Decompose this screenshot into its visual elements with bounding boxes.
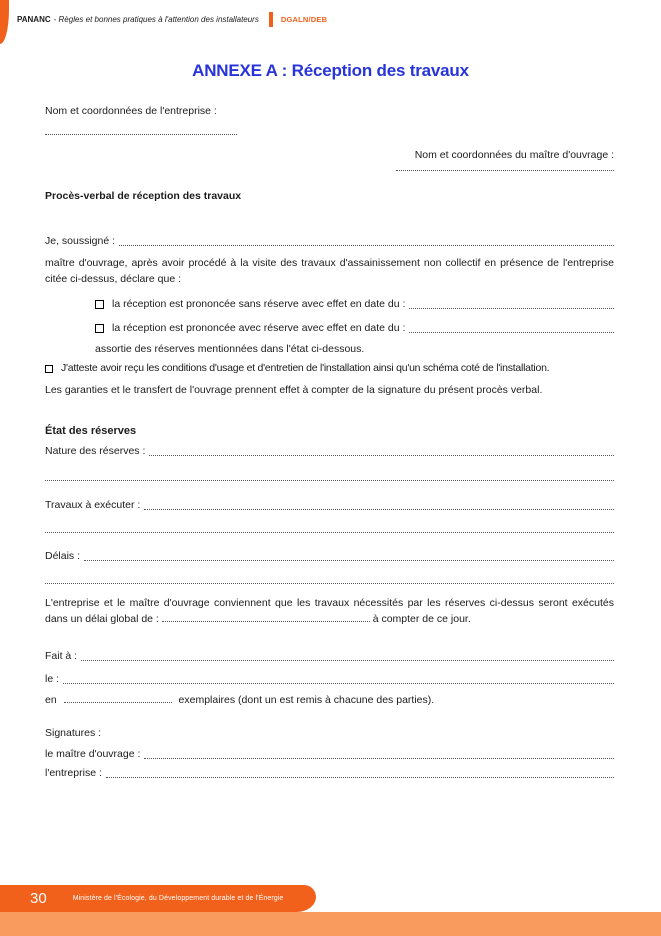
owner-fill-wrap bbox=[45, 170, 614, 171]
reserves-heading: État des réserves bbox=[45, 425, 137, 437]
header-divider-bar bbox=[269, 12, 273, 27]
exemplaires-row bbox=[45, 692, 614, 708]
travaux-label: Travaux à exécuter : bbox=[45, 499, 141, 511]
le-fill-line bbox=[63, 683, 614, 684]
delais-fill-line-2 bbox=[45, 583, 614, 584]
company-label: Nom et coordonnées de l'entreprise : bbox=[45, 105, 217, 117]
nature-fill-line-2 bbox=[45, 480, 614, 481]
owner-label: Nom et coordonnées du maître d'ouvrage : bbox=[414, 149, 614, 161]
corner-accent-shape bbox=[0, 0, 9, 44]
fait-fill-line bbox=[81, 660, 614, 661]
option-row-avec-reserve bbox=[95, 320, 614, 336]
company-sign-label: l'entreprise : bbox=[45, 767, 102, 779]
option-sans-reserve-fill-line bbox=[409, 308, 614, 309]
page-number: 30 bbox=[30, 890, 47, 907]
exemplaires-fill-line bbox=[64, 693, 172, 703]
soussigne-label: Je, soussigné : bbox=[45, 235, 116, 247]
exemplaires-label: exemplaires (dont un est remis à chacune des parties). bbox=[178, 694, 435, 706]
option-avec-reserve-fill-line bbox=[409, 332, 614, 333]
atteste-label: J'atteste avoir reçu les conditions d'usage et d'entretien de l'installation ainsi qu'un schéma coté de l'installation. bbox=[61, 362, 550, 374]
delai-global-text-start: L'entreprise et le maître d'ouvrage conviennent que les travaux nécessités par les réserves ci-dessus seront exécutés dans un délai global de : bbox=[45, 597, 614, 625]
en-label: en bbox=[45, 694, 57, 706]
owner-sign-row bbox=[45, 746, 614, 762]
page-title: ANNEXE A : Réception des travaux bbox=[192, 61, 469, 80]
option-row-sans-reserve bbox=[95, 296, 614, 312]
checkbox-sans-reserve[interactable] bbox=[95, 300, 104, 309]
ministry-text: Ministère de l'Écologie, du Développement durable et de l'Énergie bbox=[72, 895, 284, 902]
travaux-row bbox=[45, 497, 614, 513]
header-department: DGALN/DEB bbox=[280, 14, 328, 24]
checkbox-avec-reserve[interactable] bbox=[95, 324, 104, 333]
option-avec-reserve-label: la réception est prononcée avec réserve avec effet en date du : bbox=[112, 322, 406, 334]
delai-global-text-end: à compter de ce jour. bbox=[372, 613, 471, 625]
company-fill-wrap bbox=[45, 134, 614, 135]
atteste-row bbox=[45, 360, 614, 376]
delais-fill-wrap bbox=[45, 583, 614, 584]
nature-label: Nature des réserves : bbox=[45, 445, 146, 457]
soussigne-row bbox=[45, 233, 614, 249]
delais-fill-line bbox=[84, 560, 614, 561]
nature-row bbox=[45, 443, 614, 459]
soussigne-fill-line bbox=[119, 245, 614, 246]
company-sign-fill-line bbox=[106, 777, 614, 778]
header-brand: PANANC bbox=[17, 14, 51, 24]
owner-fill-line bbox=[396, 170, 614, 171]
nature-fill-line bbox=[149, 455, 614, 456]
garanties-paragraph: Les garanties et le transfert de l'ouvrage prennent effet à compter de la signature du présent procès verbal. bbox=[45, 384, 543, 396]
delai-global-fill-line bbox=[162, 612, 370, 622]
le-label: le : bbox=[45, 673, 60, 685]
le-row bbox=[45, 671, 614, 687]
footer-accent-strip bbox=[0, 912, 661, 936]
travaux-fill-wrap bbox=[45, 532, 614, 533]
delai-global-paragraph bbox=[45, 595, 614, 627]
signatures-label: Signatures : bbox=[45, 727, 102, 739]
page-header bbox=[17, 12, 641, 27]
delais-label: Délais : bbox=[45, 550, 81, 562]
owner-sign-fill-line bbox=[144, 758, 614, 759]
travaux-fill-line bbox=[144, 509, 614, 510]
nature-fill-wrap bbox=[45, 480, 614, 481]
owner-sign-label: le maître d'ouvrage : bbox=[45, 748, 141, 760]
company-fill-line bbox=[45, 134, 237, 135]
declaration-paragraph: maître d'ouvrage, après avoir procédé à la visite des travaux d'assainissement non collectif en présence de l'entreprise citée ci-dessus, déclare que : bbox=[45, 257, 614, 285]
header-subtitle: - Règles et bonnes pratiques à l'attention des installateurs bbox=[53, 14, 259, 24]
footer-band bbox=[0, 885, 316, 912]
fait-row bbox=[45, 648, 614, 664]
option-note: assortie des réserves mentionnées dans l'état ci-dessous. bbox=[95, 343, 365, 355]
company-sign-row bbox=[45, 765, 614, 781]
travaux-fill-line-2 bbox=[45, 532, 614, 533]
delais-row bbox=[45, 548, 614, 564]
fait-label: Fait à : bbox=[45, 650, 78, 662]
checkbox-atteste[interactable] bbox=[45, 365, 53, 373]
pv-heading: Procès-verbal de réception des travaux bbox=[45, 190, 242, 202]
option-sans-reserve-label: la réception est prononcée sans réserve avec effet en date du : bbox=[112, 298, 406, 310]
